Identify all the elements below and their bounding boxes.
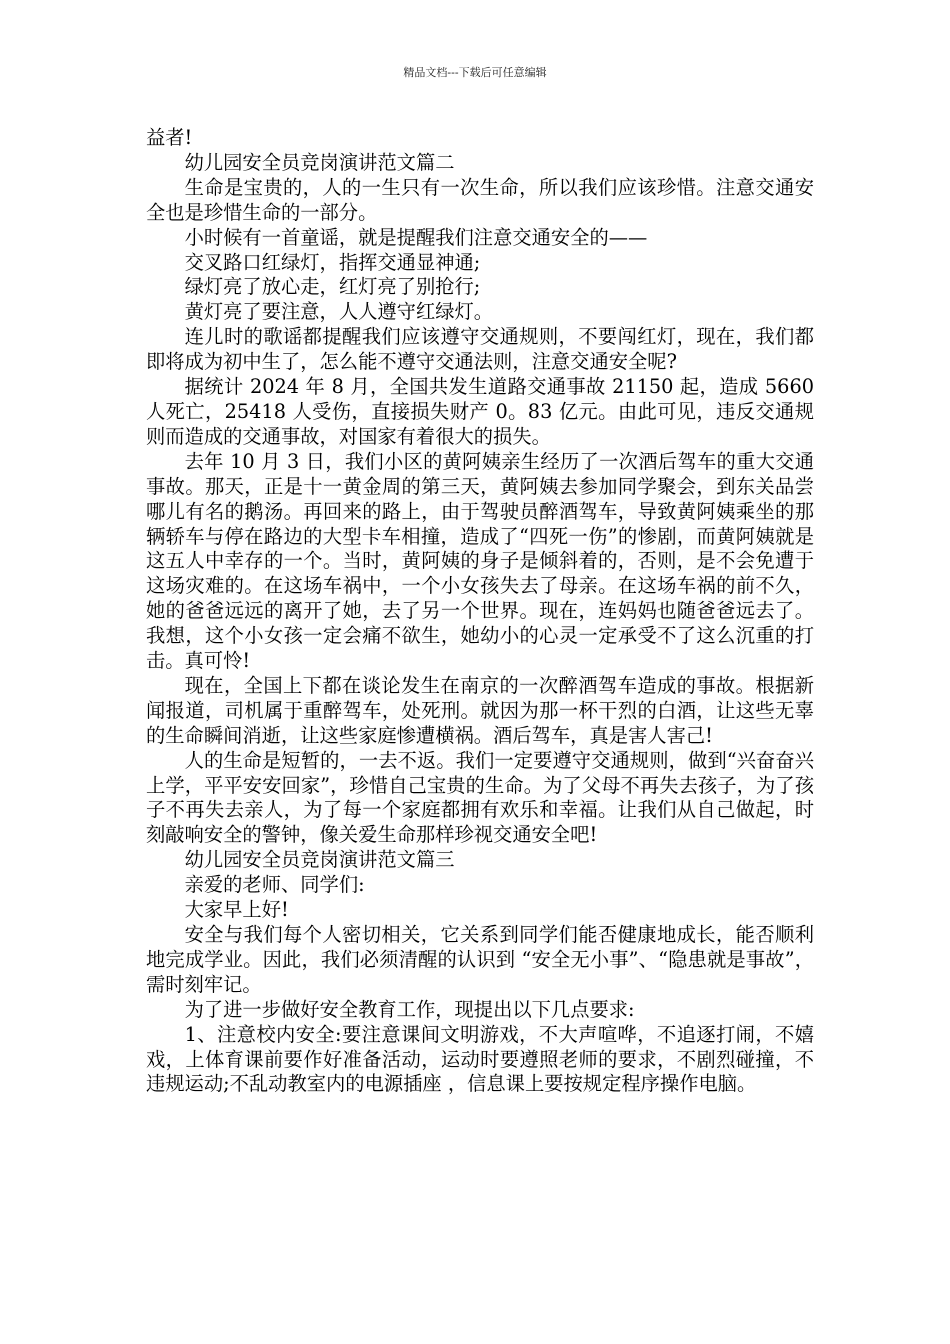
list-item: 1、注意校内安全:要注意课间文明游戏，不大声喧哗，不追逐打闹，不嬉戏，上体育课前要作好准备活动，运动时要遵照老师的要求，不剧烈碰撞，不违规运动;不乱动教室内的电源插座 ，信息课上要按规定程序操作电脑。 <box>146 1022 814 1096</box>
paragraph: 为了进一步做好安全教育工作，现提出以下几点要求: <box>184 997 635 1021</box>
paragraph: 生命是宝贵的，人的一生只有一次生命，所以我们应该珍惜。注意交通安全也是珍惜生命的一部分。 <box>146 175 814 224</box>
section-title: 幼儿园安全员竞岗演讲范文篇三 <box>184 848 455 872</box>
page-header: 精品文档---下载后可任意编辑 <box>403 66 547 79</box>
verse-line: 交叉路口红绿灯，指挥交通显神通; <box>184 250 481 274</box>
paragraph: 据统计 2024 年 8 月，全国共发生道路交通事故 21150 起，造成 5660 人死亡，25418 人受伤，直接损失财产 0。83 亿元。由此可见，违反交通规则而造成的交通事故，对国家有着很大的损失。 <box>146 375 814 448</box>
document-body <box>146 126 814 1097</box>
paragraph: 小时候有一首童谣，就是提醒我们注意交通安全的—— <box>184 225 648 249</box>
paragraph: 现在，全国上下都在谈论发生在南京的一次醉酒驾车造成的事故。根据新闻报道，司机属于重醉驾车，处死刑。就因为那一杯干烈的白酒，让这些无辜的生命瞬间消逝，让这些家庭惨遭横祸。酒后驾车，真是害人害己! <box>146 673 814 747</box>
paragraph: 连儿时的歌谣都提醒我们应该遵守交通规则，不要闯红灯，现在，我们都即将成为初中生了，怎么能不遵守交通法则，注意交通安全呢? <box>146 325 814 374</box>
paragraph: 去年 10 月 3 日，我们小区的黄阿姨亲生经历了一次酒后驾车的重大交通事故。那天，正是十一黄金周的第三天，黄阿姨去参加同学聚会，到东关品尝哪儿有名的鹅汤。再回来的路上，由于驾驶员醉酒驾车，导致黄阿姨乘坐的那辆轿车与停在路边的大型卡车相撞，造成了“四死一伤”的惨剧，而黄阿姨就是这五人中幸存的一个。当时，黄阿姨的身子是倾斜着的，否则，是不会免遭于这场灾难的。在这场车祸中，一个小女孩失去了母亲。在这场车祸的前不久，她的爸爸远远的离开了她，去了另一个世界。现在，连妈妈也随爸爸远去了。我想，这个小女孩一定会痛不欲生，她幼小的心灵一定承受不了这么沉重的打击。真可怜! <box>146 449 814 673</box>
verse-line: 绿灯亮了放心走，红灯亮了别抢行; <box>184 275 481 299</box>
section-title: 幼儿园安全员竞岗演讲范文篇二 <box>184 150 455 174</box>
greeting: 大家早上好! <box>184 898 289 922</box>
paragraph: 安全与我们每个人密切相关，它关系到同学们能否健康地成长，能否顺利地完成学业。因此，我们必须清醒的认识到 “安全无小事”、“隐患就是事故”，需时刻牢记。 <box>146 923 814 996</box>
salutation: 亲爱的老师、同学们: <box>184 873 365 897</box>
paragraph: 益者! <box>146 126 193 149</box>
paragraph: 人的生命是短暂的，一去不返。我们一定要遵守交通规则，做到“兴奋奋兴上学，平平安安回家”，珍惜自己宝贵的生命。为了父母不再失去孩子，为了孩子不再失去亲人，为了每一个家庭都拥有欢乐和幸福。让我们从自己做起，时刻敲响安全的警钟，像关爱生命那样珍视交通安全吧! <box>146 748 814 847</box>
verse-line: 黄灯亮了要注意，人人遵守红绿灯。 <box>184 300 494 324</box>
